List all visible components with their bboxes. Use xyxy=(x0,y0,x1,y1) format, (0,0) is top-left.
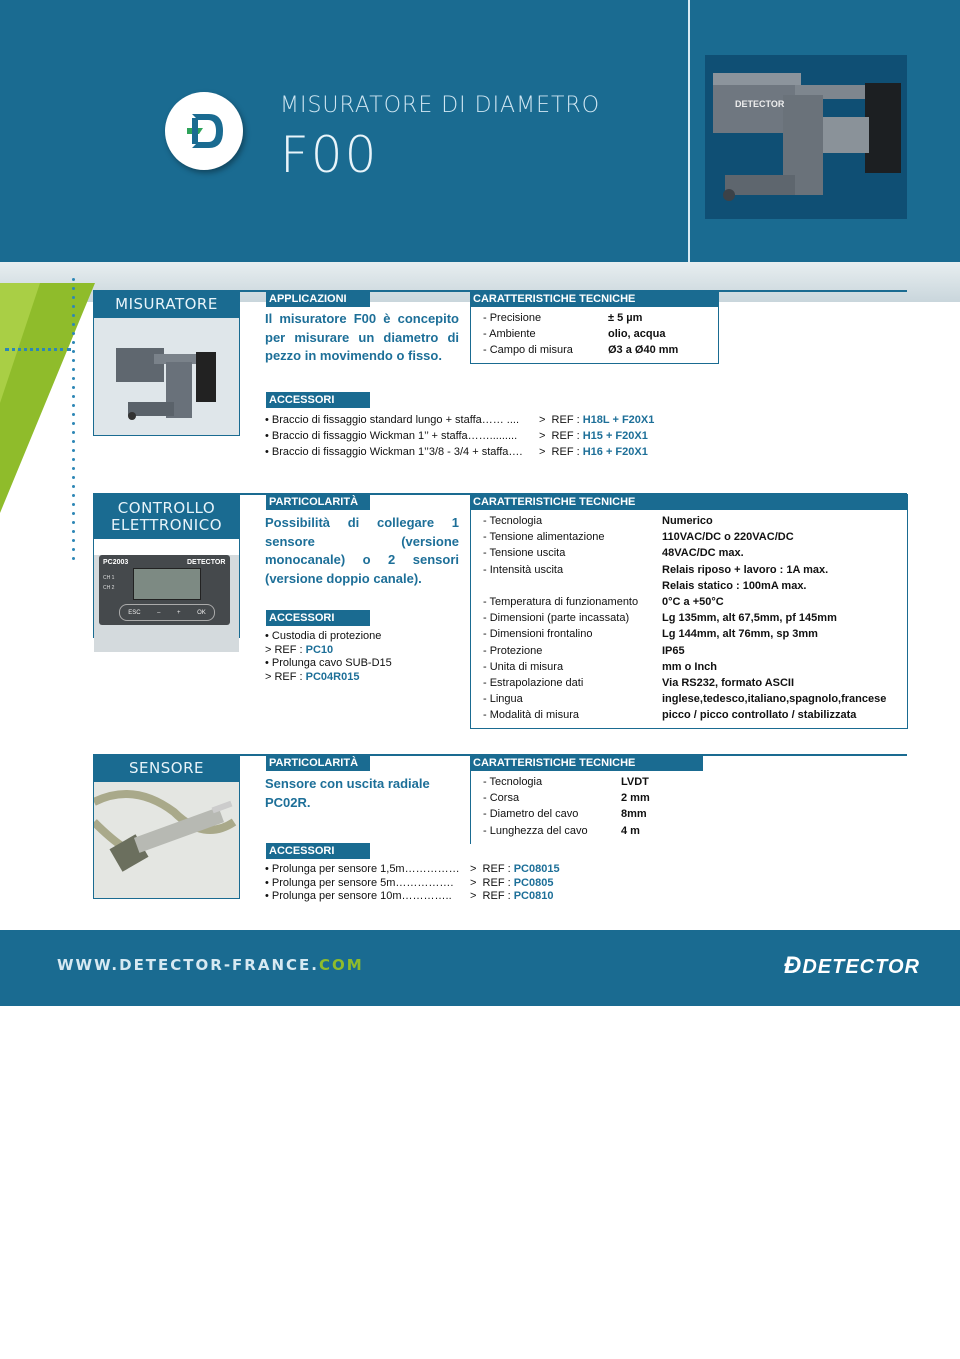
specs-title: CARATTERISTICHE TECNICHE xyxy=(471,495,907,510)
lcd-display xyxy=(133,568,201,600)
product-photo xyxy=(705,55,907,219)
specs-table-3 xyxy=(470,755,703,844)
tag-accessori: ACCESSORI xyxy=(266,843,370,859)
decorative-green-shape-light xyxy=(0,283,40,403)
list-item: • Custodia di protezione xyxy=(265,630,382,642)
section-controllo xyxy=(93,493,240,638)
spec-row: - Precisione ± 5 µm xyxy=(483,312,643,324)
specs-title: CARATTERISTICHE TECNICHE xyxy=(471,756,703,771)
spec-row: - Protezione IP65 xyxy=(483,644,685,657)
section-title: MISURATORE xyxy=(94,291,239,318)
minus-button[interactable]: – xyxy=(157,609,161,616)
footer xyxy=(0,930,960,1006)
tag-particolarita: PARTICOLARITÀ xyxy=(266,755,370,771)
particolarita-text: Possibilità di collegare 1 sensore (versione monocanale) o 2 sensori (versione doppio canale). xyxy=(265,515,459,586)
spec-row: - Lunghezza del cavo 4 m xyxy=(483,824,640,837)
specs-table-2 xyxy=(470,494,908,729)
accessori-list-1 xyxy=(265,412,654,460)
spec-row: - Dimensioni frontalino Lg 144mm, alt 76mm, sp 3mm xyxy=(483,628,818,641)
spec-row: - Modalità di misura picco / picco controllato / stabilizzata xyxy=(483,709,857,722)
website-link[interactable]: WWW.DETECTOR-FRANCE.COM xyxy=(57,956,364,974)
decorative-dots-horizontal xyxy=(5,348,71,354)
section-misuratore xyxy=(93,290,240,436)
specs-table-1 xyxy=(470,291,719,364)
spec-row: - Tecnologia Numerico xyxy=(483,515,713,527)
applicazioni-text: Il misuratore F00 è concepito per misurare un diametro di pezzo in movimendo o fisso. xyxy=(265,311,459,363)
decorative-dots xyxy=(72,278,76,566)
spec-row: - Corsa 2 mm xyxy=(483,792,650,805)
spec-row: - Tensione uscita 48VAC/DC max. xyxy=(483,547,744,560)
sensor-photo xyxy=(94,782,239,898)
spec-row: - Estrapolazione dati Via RS232, formato ASCII xyxy=(483,676,795,689)
page-title: F00 xyxy=(280,126,379,184)
list-item: • Braccio di fissaggio Wickman 1’’ + staffa……......... > REF : H15 + F20X1 xyxy=(265,430,648,442)
spec-row: - Dimensioni (parte incassata) Lg 135mm, alt 67,5mm, pf 145mm xyxy=(483,612,837,625)
spec-row: - Ambiente olio, acqua xyxy=(483,328,666,341)
list-item: • Braccio di fissaggio standard lungo + staffa…… .... > REF : H18L + F20X1 xyxy=(265,414,655,426)
tag-accessori: ACCESSORI xyxy=(266,610,370,626)
spec-row: - Campo di misura Ø3 a Ø40 mm xyxy=(483,344,679,357)
section-sensore xyxy=(93,754,240,899)
spec-row: - Intensità uscita Relais riposo + lavoro : 1A max. xyxy=(483,563,829,576)
specs-rows xyxy=(471,510,907,723)
spec-row: - Temperatura di funzionamento 0°C a +50°C xyxy=(483,595,724,608)
tag-accessori: ACCESSORI xyxy=(266,392,370,408)
section-title: SENSORE xyxy=(94,755,239,782)
tag-particolarita: PARTICOLARITÀ xyxy=(266,494,370,510)
detector-brand-logo: ĐDETECTOR xyxy=(784,952,920,979)
list-item: • Prolunga per sensore 10m………….. > REF : PC0810 xyxy=(265,890,554,902)
page-subtitle: MISURATORE DI DIAMETRO xyxy=(280,93,601,118)
list-item: • Prolunga per sensore 1,5m…………… > REF : PC08015 xyxy=(265,863,560,875)
header-banner xyxy=(0,0,960,275)
accessori-list-3 xyxy=(265,863,560,904)
section-title: CONTROLLO ELETTRONICO xyxy=(94,494,239,539)
accessori-list-2 xyxy=(265,630,392,684)
ok-button[interactable]: OK xyxy=(197,609,206,616)
specs-title: CARATTERISTICHE TECNICHE xyxy=(471,292,718,307)
list-item: • Prolunga cavo SUB-D15 xyxy=(265,657,392,669)
esc-button[interactable]: ESC xyxy=(128,609,141,616)
svg-text:DETECTOR: DETECTOR xyxy=(735,99,785,109)
list-item: > REF : PC10 xyxy=(265,643,334,656)
spec-row: - Tensione alimentazione 110VAC/DC o 220VAC/DC xyxy=(483,531,794,544)
plus-button[interactable]: + xyxy=(177,609,181,616)
spec-row: Relais statico : 100mA max. xyxy=(662,579,807,592)
spec-row: - Lingua inglese,tedesco,italiano,spagnolo,francese xyxy=(483,693,887,706)
spec-row: - Unita di misura mm o Inch xyxy=(483,660,718,673)
tag-applicazioni: APPLICAZIONI xyxy=(266,291,370,307)
list-item: • Braccio di fissaggio Wickman 1’’3/8 - 3/4 + staffa…. > REF : H16 + F20X1 xyxy=(265,446,648,458)
controller-photo xyxy=(94,555,239,652)
controller-panel: PC2003 DETECTOR CH 1 CH 2 ESC – + OK xyxy=(99,555,230,625)
list-item: > REF : PC04R015 xyxy=(265,670,360,683)
controller-buttons xyxy=(119,604,215,621)
detector-d-icon: Đ xyxy=(784,952,803,979)
spec-row: - Diametro del cavo 8mm xyxy=(483,808,647,821)
list-item: • Prolunga per sensore 5m……………. > REF : PC0805 xyxy=(265,876,554,889)
spec-row: - Tecnologia LVDT xyxy=(483,776,649,788)
detector-logo-icon xyxy=(165,92,243,170)
particolarita-text: Sensore con uscita radiale PC02R. xyxy=(265,776,430,810)
header-divider xyxy=(688,0,690,262)
misuratore-photo xyxy=(94,318,239,435)
